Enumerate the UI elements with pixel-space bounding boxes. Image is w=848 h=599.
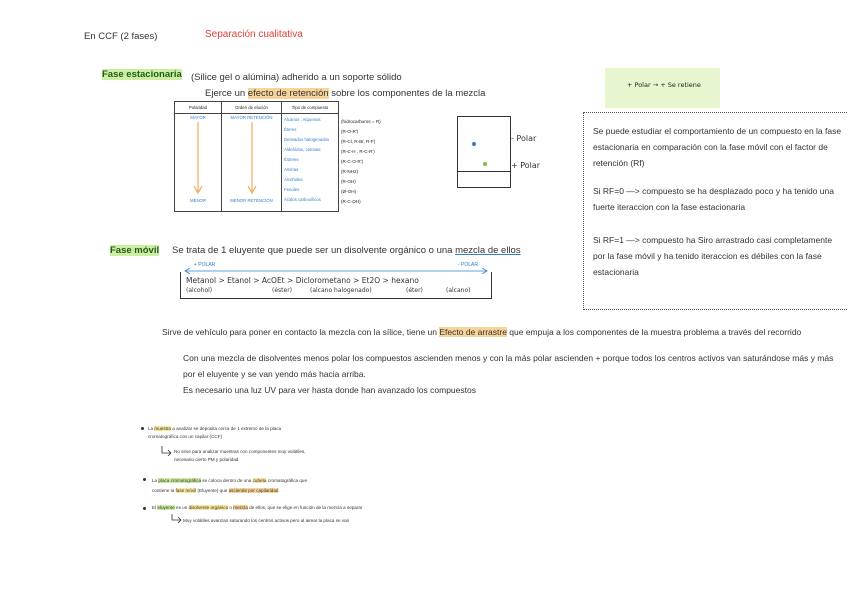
- series-class-ether: (éter): [406, 287, 423, 294]
- formula-column: [341, 117, 381, 207]
- eluotropic-series: Metanol > Etanol > AcOEt > Diclorometano > Et2O > hexano: [186, 276, 419, 285]
- carrier-sentence: Sirve de vehículo para poner en contacto la mezcla con la sílice, tiene un Efecto de arrastre que empuja a los componentes de la muestra problema a través del recorrido: [162, 327, 802, 337]
- formula-item: (R-Cl, R-Br, R-F): [341, 139, 376, 144]
- formula-item: (R-NH2): [341, 169, 359, 174]
- sub-arrow-icon: [170, 514, 182, 524]
- compound-item: Ésteres: [284, 157, 299, 162]
- bullet-plate: La placa cromatográfica se coloca dentro de una cubeta cromatográfica que contiene la fase móvil (Eluyente) que asciende por capilaridad: [152, 478, 308, 493]
- retention-effect-highlight: efecto de retención: [247, 88, 329, 99]
- mobile-phase-label: Fase móvil: [110, 245, 160, 256]
- baseline: [458, 171, 510, 172]
- table-header: Tipo de compuesto: [282, 102, 339, 114]
- spot-blue: [472, 142, 476, 146]
- bullet-eluent-note: Muy volátiles avanzan saturando los centros activos pero al airear la placa se van: [183, 518, 350, 523]
- formula-item: (Ø-OH): [341, 189, 357, 194]
- formula-item: (R-C-H , R-C-R'): [341, 149, 375, 154]
- arrow-down-icon: [242, 122, 262, 196]
- bullet-eluent: El eluyente es un disolvente orgánico o mezcla de ellos, que se elige en función de la mezcla a separar: [152, 505, 363, 510]
- compound-item: Fenoles: [284, 187, 300, 192]
- bullet-icon: [143, 507, 146, 510]
- compound-item: Alcanos , Alquenos: [284, 117, 321, 122]
- minus-polar-label: - Polar: [511, 134, 537, 143]
- compound-type-column: [282, 114, 339, 212]
- solvent-paragraph: Con una mezcla de disolventes menos polar los compuestos ascienden menos y con la más polar ascienden + porque todos los centros activos van saturándose más y más por el eluyente y se van yendo más hacia arriba. Es necesario una luz UV para ver hasta donde han avanzado los compuestos: [183, 353, 834, 395]
- rf-paragraph-3: Si RF=1 —> compuesto ha Siro arrastrado casi completamente por la fase móvil y ha tenido iteraccion es débiles con la fase estacionaria: [593, 235, 833, 277]
- plus-polar-label: + Polar: [511, 161, 541, 170]
- compound-item: Aminas: [284, 167, 299, 172]
- compound-item: Derivados halogenados: [284, 137, 330, 142]
- spot-green: [483, 162, 487, 166]
- polarity-table: [174, 101, 339, 212]
- header-subtitle: En CCF (2 fases): [84, 31, 158, 42]
- formula-item: (R-C-O-R'): [341, 159, 364, 164]
- polarity-note-box: + Polar → + Se retiene: [605, 68, 720, 108]
- compound-item: Ácidos carboxílicos: [284, 197, 321, 202]
- polarity-scale: + POLAR - POLAR: [182, 262, 490, 271]
- elution-column: MAYOR RETENCIÓN MENOR RETENCIÓN: [222, 114, 282, 212]
- formula-item: (R-C-OH): [341, 199, 361, 204]
- stationary-phase-label: Fase estacionaria: [102, 69, 182, 80]
- table-header: Polaridad: [175, 102, 222, 114]
- stationary-line1: (Silice gel o alúmina) adherido a un soporte sólido: [191, 72, 402, 83]
- sub-arrow-icon: [160, 446, 172, 456]
- bullet-icon: [141, 427, 144, 430]
- series-class-haloalkane: (alcano halogenado): [310, 287, 372, 294]
- compound-item: Éteres: [284, 127, 297, 132]
- stationary-line2: Ejerce un efecto de retención sobre los componentes de la mezcla: [205, 88, 486, 99]
- rf-paragraph-1: Se puede estudiar el comportamiento de un compuesto en la fase estacionaria en comparación con la fase móvil con el factor de retención (Rf): [593, 126, 842, 168]
- bullet-sample-note: No sirve para analizar muestras con componentes muy volátiles, necesario cierto PM y polaridad: [174, 449, 306, 462]
- drag-effect-highlight: Efecto de arrastre: [439, 327, 507, 337]
- formula-item: (R-O-R'): [341, 129, 359, 134]
- bullet-icon: [143, 478, 146, 481]
- formula-item: (hidrocarburos = R): [341, 119, 381, 124]
- series-class-alkane: (alcano): [446, 287, 471, 294]
- series-class-ester: (éster): [272, 287, 293, 294]
- mobile-description: Se trata de 1 eluyente que puede ser un disolvente orgánico o una mezcla de ellos: [172, 245, 521, 256]
- bullet-sample: La muestra a analizar se deposita cerca de 1 extremo de la placa cromatográfica con un capilar (CCF): [148, 426, 282, 439]
- compound-item: Aldehídos, cetonas: [284, 147, 321, 152]
- compound-item: Alcoholes: [284, 177, 303, 182]
- series-class-alcohol: (alcohol): [186, 287, 213, 294]
- table-header: Orden de elución: [222, 102, 282, 114]
- page-title: Separación cualitativa: [205, 29, 303, 40]
- tlc-plate: [457, 116, 511, 188]
- polarity-column: MAYOR MENOR: [175, 114, 222, 212]
- arrow-down-icon: [188, 122, 208, 196]
- rf-paragraph-2: Si RF=0 —> compuesto se ha desplazado poco y ha tenido una fuerte iteraccion con la fase estacionaria: [593, 186, 834, 212]
- formula-item: (R-OH): [341, 179, 356, 184]
